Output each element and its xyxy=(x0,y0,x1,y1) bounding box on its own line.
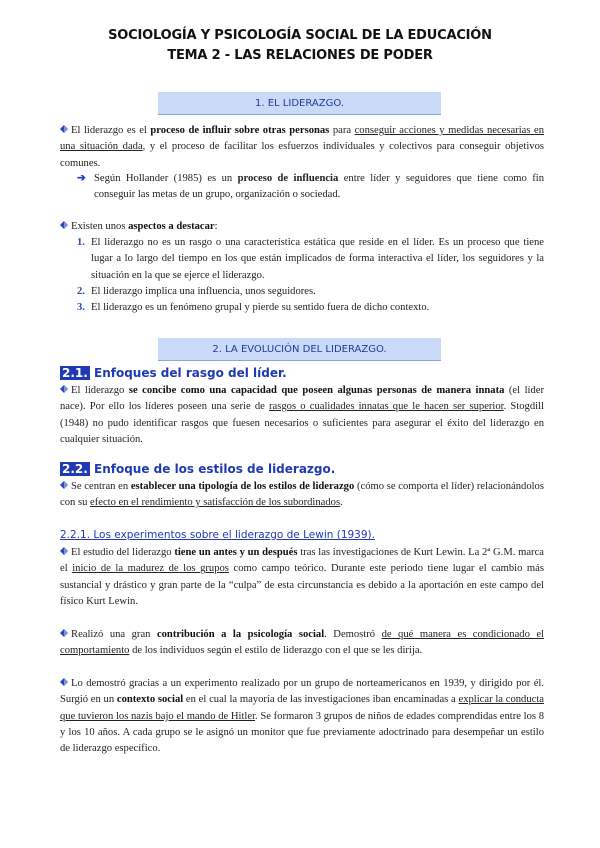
document-title-line2: TEMA 2 - LAS RELACIONES DE PODER xyxy=(167,48,433,63)
diamond-bullet-icon xyxy=(60,125,68,133)
diamond-bullet-icon xyxy=(60,385,68,393)
diamond-bullet-icon xyxy=(60,481,68,489)
lewin-paragraph-1: El estudio del liderazgo tiene un antes y un después tras las investigaciones de Kurt Lewin. La 2ª G.M. marca el inicio de la madurez de los grupos como campo teórico. Durante este periodo tiene lugar el cambio más sustancial y drástico y gran parte de la “culpa” de esta circunstancia es debido a la aportación en este campo del físico Kurt Lewin. xyxy=(60,547,545,607)
right-arrow-icon: ➔ xyxy=(77,173,86,184)
diamond-bullet-icon xyxy=(60,221,68,229)
diamond-bullet-icon xyxy=(60,629,68,637)
subsection-2-1-heading: 2.1. Enfoques del rasgo del líder. xyxy=(62,366,287,380)
document-page: SOCIOLOGÍA Y PSICOLOGÍA SOCIAL DE LA EDUCACIÓN TEMA 2 - LAS RELACIONES DE PODER 1. EL LIDERAZGO. El liderazgo es el proceso de influir sobre otras personas para conseguir acciones y medidas necesarias en una situación dada, y el proceso de facilitar los esfuerzos individuales y colectivos para conseguir objetivos comunes. ➔ Según Hollander (1985) es un proceso de influencia entre líder y seguidores que tiene como fin conseguir las metas de un grupo, organización o sociedad. Existen unos aspectos a destacar: 1. El liderazgo no es un rasgo o una característica estática que reside en el líder. Es un proceso que tiene lugar a lo largo del tiempo en los que están implicados de forma interactiva el líder, los seguidores y la situación en la que se ejerce el liderazgo. 2. El liderazgo implica una influencia, unos seguidores. 3. El liderazgo es un fenómeno grupal y pierde su sentido fuera de dicho contexto. 2. LA EVOLUCIÓN DEL LIDERAZGO. 2.1. Enfoques del rasgo del líder. El liderazgo se concibe como una capacidad que poseen algunas personas de manera innata (el líder nace). Por ello los líderes poseen una serie de rasgos o cualidades innatas que le hacen ser superior. Stogdill (1948) no pudo identificar rasgos que fuesen necesarios o suficientes para asegurar el éxito del liderazgo en cualquier situación. 2.2. Enfoque de los estilos de liderazgo. Se centran en establecer una tipología de los estilos de liderazgo (cómo se comporta el líder) relacionándolos con su efecto en el rendimiento y satisfacción de los subordinados. 2.2.1. Los experimentos sobre el liderazgo de Lewin (1939). El estudio del liderazgo tiene un antes y un después tras las investigaciones de Kurt Lewin. La 2ª G.M. marca el inicio de la madurez de los grupos como campo teórico. Durante este periodo tiene lugar el cambio más sustancial y drástico y gran parte de la “culpa” de esta circunstancia es debido a la aportación en este campo del físico Kurt Lewin. Realizó una gran contribución a la psicología social. Demostró de qué manera es condicionado el comportamiento de los individuos según el estilo de liderazgo con el que se les dirija. Lo demostró gracias a un experimento realizado por un grupo de norteamericanos en 1939, y dirigido por él. Surgió en un contexto social en el cual la mayoría de las investigaciones iban encaminadas a explicar la conducta que tuvieron los nazis bajo el mando de Hitler. Se formaron 3 grupos de niños de edades comprendidas entre los 8 y los 10 años. A cada grupo se le asignó un monitor que fue previamente adoctrinado para desempeñar un estilo de liderazgo específico. xyxy=(0,0,600,848)
subsection-2-1-paragraph: El liderazgo se concibe como una capacidad que poseen algunas personas de manera innata (el líder nace). Por ello los líderes poseen una serie de rasgos o cualidades innatas que le hacen ser superior. Stogdill (1948) no pudo identificar rasgos que fuesen necesarios o suficientes para asegurar el éxito del liderazgo en cualquier situación. xyxy=(60,385,544,445)
diamond-bullet-icon xyxy=(60,678,68,686)
document-title-line1: SOCIOLOGÍA Y PSICOLOGÍA SOCIAL DE LA EDUCACIÓN xyxy=(108,28,492,43)
section1-paragraph: El liderazgo es el proceso de influir sobre otras personas para conseguir acciones y medidas necesarias en una situación dada, y el proceso de facilitar los esfuerzos individuales y colectivos para conseguir objetivos comunes. xyxy=(60,125,544,169)
section2-heading: 2. LA EVOLUCIÓN DEL LIDERAZGO. xyxy=(158,338,441,361)
lewin-paragraph-2: Realizó una gran contribución a la psicología social. Demostró de qué manera es condicionado el comportamiento de los individuos según el estilo de liderazgo con el que se les dirija. xyxy=(60,629,545,657)
subsection-2-2-1-heading: 2.2.1. Los experimentos sobre el liderazgo de Lewin (1939). xyxy=(60,529,375,541)
subsection-2-2-heading: 2.2. Enfoque de los estilos de liderazgo. xyxy=(62,462,336,476)
subsection-2-2-paragraph: Se centran en establecer una tipología de los estilos de liderazgo (cómo se comporta el líder) relacionándolos con su efecto en el rendimiento y satisfacción de los subordinados. xyxy=(60,481,544,509)
lewin-paragraph-3: Lo demostró gracias a un experimento realizado por un grupo de norteamericanos en 1939, y dirigido por él. Surgió en un contexto social en el cual la mayoría de las investigaciones iban encaminadas a explicar la conducta que tuvieron los nazis bajo el mando de Hitler. Se formaron 3 grupos de niños de edades comprendidas entre los 8 y los 10 años. A cada grupo se le asignó un monitor que fue previamente adoctrinado para desempeñar un estilo de liderazgo específico. xyxy=(60,678,544,755)
aspects-intro: Existen unos aspectos a destacar: xyxy=(60,219,544,235)
section1-heading: 1. EL LIDERAZGO. xyxy=(158,92,441,115)
diamond-bullet-icon xyxy=(60,547,68,555)
